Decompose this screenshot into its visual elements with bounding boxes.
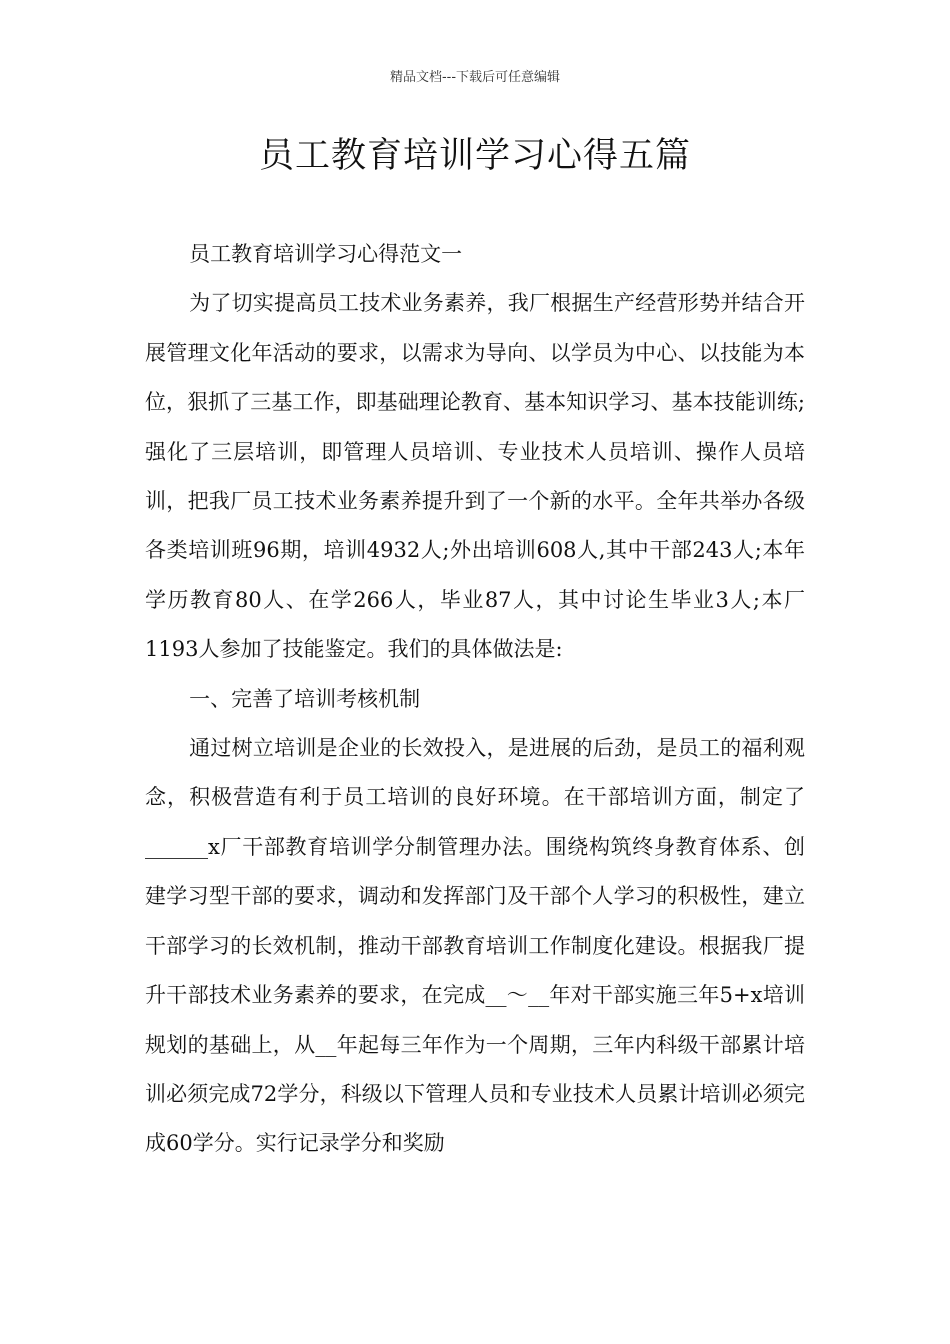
body-paragraph: 通过树立培训是企业的长效投入，是进展的后劲，是员工的福利观念，积极营造有利于员工培训的良好环境。在干部培训方面，制定了______x厂干部教育培训学分制管理办法。围绕构筑终身教育体系、创建学习型干部的要求，调动和发挥部门及干部个人学习的积极性，建立干部学习的长效机制，推动干部教育培训工作制度化建设。根据我厂提升干部技术业务素养的要求，在完成__～__年对干部实施三年5+x培训规划的基础上，从__年起每三年作为一个周期，三年内科级干部累计培训必须完成72学分，科级以下管理人员和专业技术人员累计培训必须完成60学分。实行记录学分和奖励 — [145, 736, 805, 1156]
section-heading: 员工教育培训学习心得范文一 — [189, 242, 463, 266]
section-heading: 一、完善了培训考核机制 — [189, 686, 421, 711]
document-title: 员工教育培训学习心得五篇 — [258, 136, 691, 176]
page-header-note: 精品文档---下载后可任意编辑 — [389, 70, 561, 85]
body-paragraph: 为了切实提高员工技术业务素养，我厂根据生产经营形势并结合开展管理文化年活动的要求，以需求为导向、以学员为中心、以技能为本位，狠抓了三基工作，即基础理论教育、基本知识学习、基本技能训练;强化了三层培训，即管理人员培训、专业技术人员培训、操作人员培训，把我厂员工技术业务素养提升到了一个新的水平。全年共举办各级各类培训班96期，培训4932人;外出培训608人,其中干部243人;本年学历教育80人、在学266人，毕业87人，其中讨论生毕业3人;本厂1193人参加了技能鉴定。我们的具体做法是: — [145, 291, 805, 662]
document-body — [145, 230, 805, 1169]
